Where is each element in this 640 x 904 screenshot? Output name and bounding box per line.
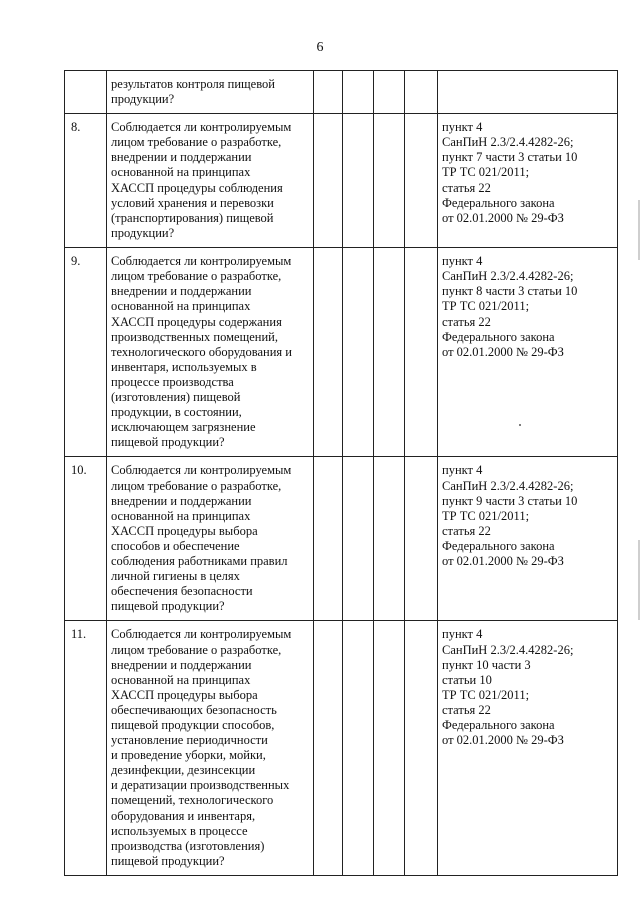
row-number: 10. (65, 457, 107, 621)
row-number: 8. (65, 114, 107, 248)
answer-cell-note[interactable] (405, 71, 438, 114)
answer-cell-yes[interactable] (314, 248, 343, 457)
answer-cell-yes[interactable] (314, 114, 343, 248)
page-number: 6 (316, 40, 324, 55)
checklist-table (64, 70, 618, 876)
answer-cell-not-applicable[interactable] (374, 621, 405, 876)
answer-cell-not-applicable[interactable] (374, 457, 405, 621)
answer-cell-no[interactable] (343, 457, 374, 621)
scan-speck (519, 424, 521, 426)
row-question: результатов контроля пищевой продукции? (107, 71, 314, 114)
answer-cell-no[interactable] (343, 114, 374, 248)
row-reference: пункт 4 СанПиН 2.3/2.4.4282-26; пункт 7 части 3 статьи 10 ТР ТС 021/2011; статья 22 Федерального закона от 02.01.2000 № 29-ФЗ (438, 114, 618, 248)
answer-cell-note[interactable] (405, 114, 438, 248)
row-question: Соблюдается ли контролируемым лицом требование о разработке, внедрении и поддержании основанной на принципах ХАССП процедуры выбора способов и обеспечение соблюдения работниками правил личной гигиены в целях обеспечения безопасности пищевой продукции? (107, 457, 314, 621)
table-row (65, 248, 618, 457)
row-number (65, 71, 107, 114)
answer-cell-note[interactable] (405, 248, 438, 457)
answer-cell-no[interactable] (343, 248, 374, 457)
row-number: 11. (65, 621, 107, 876)
answer-cell-yes[interactable] (314, 71, 343, 114)
answer-cell-not-applicable[interactable] (374, 71, 405, 114)
answer-cell-no[interactable] (343, 71, 374, 114)
table-row (65, 457, 618, 621)
row-reference: пункт 4 СанПиН 2.3/2.4.4282-26; пункт 9 части 3 статьи 10 ТР ТС 021/2011; статья 22 Федерального закона от 02.01.2000 № 29-ФЗ (438, 457, 618, 621)
answer-cell-note[interactable] (405, 457, 438, 621)
answer-cell-note[interactable] (405, 621, 438, 876)
answer-cell-not-applicable[interactable] (374, 248, 405, 457)
row-number: 9. (65, 248, 107, 457)
row-reference (438, 71, 618, 114)
row-question: Соблюдается ли контролируемым лицом требование о разработке, внедрении и поддержании основанной на принципах ХАССП процедуры содержания производственных помещений, технологического оборудования и инвентаря, используемых в процессе производства (изготовления) пищевой продукции, в состоянии, исключающем загрязнение пищевой продукции? (107, 248, 314, 457)
table-row (65, 71, 618, 114)
table-row (65, 114, 618, 248)
answer-cell-yes[interactable] (314, 621, 343, 876)
row-question: Соблюдается ли контролируемым лицом требование о разработке, внедрении и поддержании основанной на принципах ХАССП процедуры выбора обеспечивающих безопасность пищевой продукции способов, установление периодичности и проведение уборки, мойки, дезинфекции, дезинсекции и дератизации производственных помещений, технологического оборудования и инвентаря, используемых в процессе производства (изготовления) пищевой продукции? (107, 621, 314, 876)
row-reference: пункт 4 СанПиН 2.3/2.4.4282-26; пункт 8 части 3 статьи 10 ТР ТС 021/2011; статья 22 Федерального закона от 02.01.2000 № 29-ФЗ (438, 248, 618, 457)
answer-cell-not-applicable[interactable] (374, 114, 405, 248)
row-question: Соблюдается ли контролируемым лицом требование о разработке, внедрении и поддержании основанной на принципах ХАССП процедуры соблюдения условий хранения и перевозки (транспортирования) пищевой продукции? (107, 114, 314, 248)
answer-cell-no[interactable] (343, 621, 374, 876)
table-row (65, 621, 618, 876)
row-reference: пункт 4 СанПиН 2.3/2.4.4282-26; пункт 10 части 3 статьи 10 ТР ТС 021/2011; статья 22 Федерального закона от 02.01.2000 № 29-ФЗ (438, 621, 618, 876)
answer-cell-yes[interactable] (314, 457, 343, 621)
